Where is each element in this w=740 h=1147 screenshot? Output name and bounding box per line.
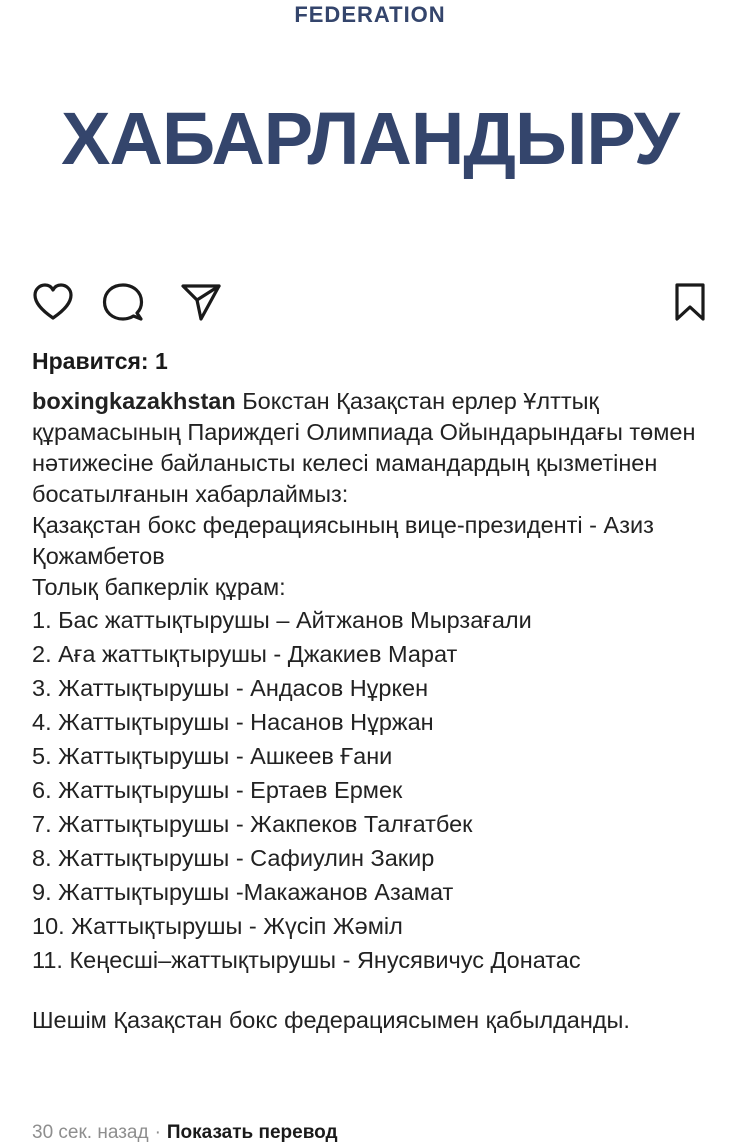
staff-list: [32, 603, 722, 977]
caption-vice-president: Қазақстан бокс федерациясының вице-президенті - Азиз Қожамбетов: [32, 512, 654, 569]
staff-list-item: 9. Жаттықтырушы -Макажанов Азамат: [32, 879, 454, 905]
paper-plane-icon[interactable]: [180, 282, 222, 322]
staff-list-item: 10. Жаттықтырушы - Жүсіп Жәміл: [32, 913, 403, 939]
comment-bubble-icon[interactable]: [102, 282, 144, 322]
caption-spacer: [32, 977, 722, 1005]
meta-separator: ·: [154, 1122, 161, 1143]
likes-count[interactable]: Нравится: 1: [32, 348, 168, 374]
show-translation-link[interactable]: Показать перевод: [166, 1122, 338, 1143]
announcement-headline: ХАБАРЛАНДЫРУ: [61, 97, 679, 180]
staff-list-item: 7. Жаттықтырушы - Жакпеков Талғатбек: [32, 811, 473, 837]
caption-closing: Шешім Қазақстан бокс федерациясымен қабылданды.: [32, 1007, 630, 1033]
federation-label: FEDERATION: [294, 2, 446, 27]
post-timestamp: 30 сек. назад: [32, 1122, 149, 1143]
caption-intro-text: Бокстан Қазақстан ерлер Ұлттық құрамасының Париждегі Олимпиада Ойындарындағы төмен нәтижесіне байланысты келесі мамандардың қызметінен босатылғанын хабарлаймыз:: [32, 388, 696, 507]
staff-list-item: 4. Жаттықтырушы - Насанов Нұржан: [32, 709, 434, 735]
staff-list-item: 5. Жаттықтырушы - Ашкеев Ғани: [32, 743, 393, 769]
post-meta: [32, 1122, 338, 1144]
post-image[interactable]: [0, 0, 740, 262]
post-caption: [32, 386, 722, 1036]
staff-list-item: 8. Жаттықтырушы - Сафиулин Закир: [32, 845, 435, 871]
caption-intro: [32, 386, 722, 510]
staff-list-item: 6. Жаттықтырушы - Ертаев Ермек: [32, 777, 403, 803]
staff-list-item: 2. Аға жаттықтырушы - Джакиев Марат: [32, 641, 458, 667]
staff-list-item: 1. Бас жаттықтырушы – Айтжанов Мырзағали: [32, 607, 532, 633]
username-link[interactable]: boxingkazakhstan: [32, 388, 236, 414]
staff-list-item: 11. Кеңесші–жаттықтырушы - Янусявичус Донатас: [32, 947, 581, 973]
heart-icon[interactable]: [32, 282, 74, 322]
post-actions: [32, 282, 708, 322]
caption-staff-heading: Толық бапкерлік құрам:: [32, 574, 286, 600]
staff-list-item: 3. Жаттықтырушы - Андасов Нұркен: [32, 675, 429, 701]
bookmark-icon[interactable]: [672, 282, 708, 322]
